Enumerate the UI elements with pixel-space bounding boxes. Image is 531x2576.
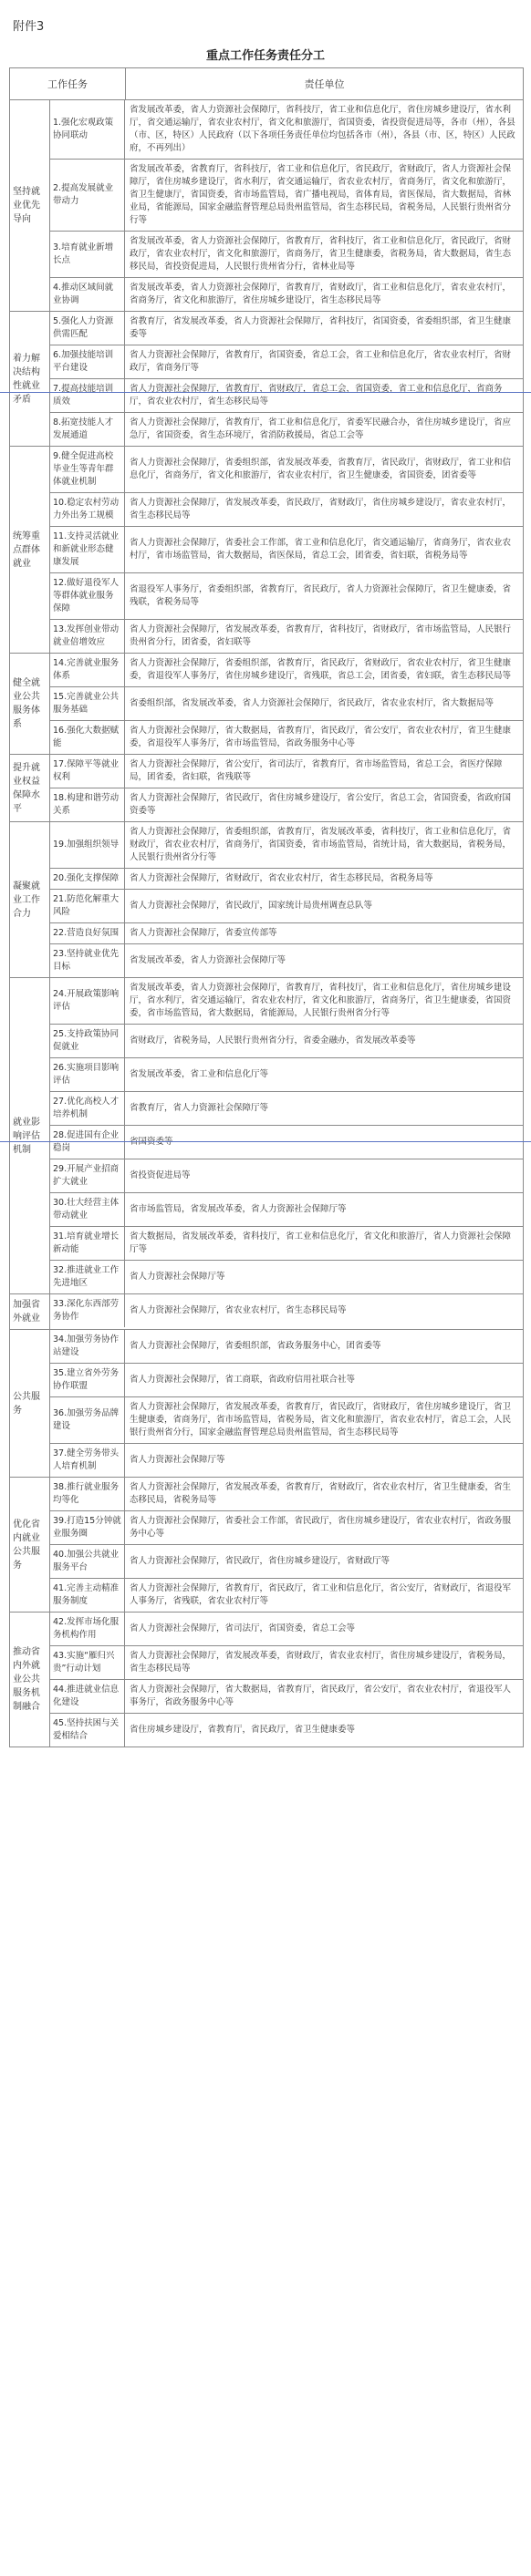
unit-cell: 省投资促进局等 xyxy=(130,1170,191,1180)
table-row xyxy=(50,1261,523,1293)
table-header-row xyxy=(10,68,523,100)
unit-cell: 省发展改革委，省人力资源社会保障厅等 xyxy=(130,955,286,965)
document-title: 重点工作任务责任分工 xyxy=(205,49,325,63)
task-cell: 9.健全促进高校毕业生等青年群体就业机制 xyxy=(50,447,125,492)
unit-cell: 省人力资源社会保障厅，省委组织部，省教育厅，省发展改革委，省科技厅，省工业和信息化厅，省财政厅，省农业农村厅，省商务厅，省国资委，省市场监管局，省统计局，省大数据局，省税务局，人民银行贵州省分行等 xyxy=(130,827,512,862)
responsibility-table xyxy=(9,67,524,1747)
table-row xyxy=(50,1714,523,1747)
task-cell: 28.促进国有企业稳岗 xyxy=(50,1126,125,1159)
page-divider xyxy=(0,392,531,393)
table-row xyxy=(50,788,523,821)
task-cell: 8.拓宽技能人才发展通道 xyxy=(50,413,125,446)
task-cell: 10.稳定农村劳动力外出务工规模 xyxy=(50,493,125,526)
group-name: 公共服务 xyxy=(10,1330,50,1477)
task-cell: 18.构建和谐劳动关系 xyxy=(50,788,125,821)
table-row xyxy=(50,1579,523,1612)
table-row xyxy=(50,687,523,721)
task-cell: 2.提高发展就业带动力 xyxy=(50,160,125,231)
task-group xyxy=(10,1478,523,1613)
unit-cell: 省发展改革委，省人力资源社会保障厅，省教育厅，省科技厅，省工业和信息化厅，省住房城乡建设厅，省水利厅，省交通运输厅，省农业农村厅，省文化和旅游厅，省商务厅，省卫生健康委，省国资委，省市场监管局，省大数据局，省能源局，人民银行贵州省分行等 xyxy=(130,983,512,1018)
group-name: 提升就业权益保障水平 xyxy=(10,755,50,821)
unit-cell: 省委组织部，省发展改革委，省人力资源社会保障厅，省民政厅，省农业农村厅，省大数据局等 xyxy=(130,698,495,708)
table-row xyxy=(50,1613,523,1646)
unit-cell: 省人力资源社会保障厅，省委社会工作部，省工业和信息化厅，省交通运输厅，省商务厅，省农业农村厅，省市场监管局，省大数据局，省医保局，省总工会，团省委，省妇联，省税务局等 xyxy=(130,538,512,561)
group-rows xyxy=(50,1330,523,1477)
group-rows xyxy=(50,447,523,653)
group-rows xyxy=(50,755,523,821)
table-row xyxy=(50,923,523,944)
table-row xyxy=(50,1646,523,1680)
task-cell: 31.培育就业增长新动能 xyxy=(50,1227,125,1260)
group-name: 着力解决结构性就业矛盾 xyxy=(10,312,50,446)
task-cell: 11.支持灵活就业和新就业形态健康发展 xyxy=(50,527,125,572)
unit-cell: 省人力资源社会保障厅，省公安厅，省司法厅，省教育厅，省市场监管局，省总工会，省医疗保障局，团省委，省妇联，省残联等 xyxy=(130,759,503,782)
unit-cell: 省大数据局，省发展改革委，省科技厅，省工业和信息化厅，省文化和旅游厅，省人力资源社会保障厅等 xyxy=(130,1231,512,1254)
group-rows xyxy=(50,978,523,1293)
task-cell: 32.推进就业工作先进地区 xyxy=(50,1261,125,1293)
task-cell: 38.推行就业服务均等化 xyxy=(50,1478,125,1510)
table-row xyxy=(50,232,523,278)
unit-cell: 省人力资源社会保障厅，省发展改革委，省教育厅，省科技厅，省财政厅，省市场监管局，人民银行贵州省分行，团省委，省妇联等 xyxy=(130,624,512,647)
table-row xyxy=(50,1545,523,1579)
table-row xyxy=(50,1364,523,1397)
task-cell: 19.加强组织领导 xyxy=(50,822,125,868)
task-cell: 20.强化支撑保障 xyxy=(50,869,125,889)
task-group xyxy=(10,978,523,1294)
page-divider xyxy=(0,1141,531,1142)
unit-cell: 省人力资源社会保障厅，省委宣传部等 xyxy=(130,928,277,938)
group-rows xyxy=(50,312,523,446)
header-unit: 责任单位 xyxy=(304,78,345,90)
task-cell: 12.做好退役军人等群体就业服务保障 xyxy=(50,573,125,619)
group-rows xyxy=(50,1478,523,1612)
task-cell: 27.优化高校人才培养机制 xyxy=(50,1092,125,1125)
unit-cell: 省人力资源社会保障厅，省发展改革委，省民政厅，省财政厅，省住房城乡建设厅，省农业农村厅，省生态移民局等 xyxy=(130,498,512,520)
table-row xyxy=(50,100,523,160)
unit-cell: 省人力资源社会保障厅，省教育厅，省民政厅，省工业和信息化厅，省公安厅，省财政厅，省退役军人事务厅，省残联，省农业农村厅等 xyxy=(130,1583,512,1606)
table-row xyxy=(50,413,523,446)
table-row xyxy=(50,345,523,379)
task-group xyxy=(10,755,523,822)
task-cell: 43.实施“雁归兴贵”行动计划 xyxy=(50,1646,125,1679)
task-group xyxy=(10,312,523,447)
group-name: 凝聚就业工作合力 xyxy=(10,822,50,977)
unit-cell: 省人力资源社会保障厅，省教育厅，省国资委，省总工会，省工业和信息化厅，省农业农村厅，省财政厅，省商务厅等 xyxy=(130,350,512,373)
table-row xyxy=(50,755,523,788)
unit-cell: 省教育厅，省人力资源社会保障厅等 xyxy=(130,1103,269,1113)
task-cell: 45.坚持扶困与关爱相结合 xyxy=(50,1714,125,1747)
group-name: 健全就业公共服务体系 xyxy=(10,654,50,754)
unit-cell: 省发展改革委，省工业和信息化厅等 xyxy=(130,1069,269,1079)
task-cell: 34.加强劳务协作站建设 xyxy=(50,1330,125,1363)
task-cell: 36.加强劳务品牌建设 xyxy=(50,1397,125,1443)
task-cell: 29.开展产业招商扩大就业 xyxy=(50,1159,125,1192)
unit-cell: 省发展改革委，省人力资源社会保障厅，省教育厅，省财政厅，省工业和信息化厅，省农业农村厅，省商务厅，省文化和旅游厅，省住房城乡建设厅，省生态移民局等 xyxy=(130,283,512,305)
group-name: 统筹重点群体就业 xyxy=(10,447,50,653)
unit-cell: 省人力资源社会保障厅等 xyxy=(130,1455,225,1465)
unit-cell: 省人力资源社会保障厅，省委组织部，省发展改革委，省教育厅，省民政厅，省财政厅，省工业和信息化厅，省商务厅，省文化和旅游厅，省农业农村厅，省卫生健康委，省国资委，团省委等 xyxy=(130,458,512,480)
unit-cell: 省人力资源社会保障厅，省工商联，省政府信用社联合社等 xyxy=(130,1375,356,1385)
unit-cell: 省人力资源社会保障厅，省发展改革委，省教育厅，省民政厅，省财政厅，省住房城乡建设厅，省卫生健康委，省商务厅，省市场监管局，省税务局，省文化和旅游厅，省农业农村厅，省总工会，人民银行贵州省分行，国家金融监督管理总局贵州监管局，省生态移民局等 xyxy=(130,1402,512,1437)
table-row xyxy=(50,160,523,232)
task-cell: 24.开展政策影响评估 xyxy=(50,978,125,1024)
group-rows xyxy=(50,822,523,977)
task-group xyxy=(10,1330,523,1478)
unit-cell: 省人力资源社会保障厅，省发展改革委，省财政厅，省农业农村厅，省住房城乡建设厅，省税务局，省生态移民局等 xyxy=(130,1651,512,1674)
unit-cell: 省人力资源社会保障厅，省教育厅，省财政厅，省总工会，省国资委，省工业和信息化厅，省商务厅，省农业农村厅，省生态移民局等 xyxy=(130,384,503,407)
group-name: 就业影响评估机制 xyxy=(10,978,50,1293)
table-row xyxy=(50,1511,523,1545)
task-cell: 25.支持政策协同促就业 xyxy=(50,1025,125,1057)
unit-cell: 省人力资源社会保障厅，省民政厅，省住房城乡建设厅，省财政厅等 xyxy=(130,1556,390,1566)
table-row xyxy=(50,721,523,754)
task-cell: 23.坚持就业优先目标 xyxy=(50,944,125,977)
task-cell: 42.发挥市场化服务机构作用 xyxy=(50,1613,125,1645)
task-cell: 13.发挥创业带动就业倍增效应 xyxy=(50,620,125,653)
table-row xyxy=(50,1092,523,1126)
attachment-label: 附件3 xyxy=(13,20,45,34)
task-cell: 41.完善主动精准服务制度 xyxy=(50,1579,125,1612)
task-cell: 15.完善就业公共服务基础 xyxy=(50,687,125,720)
unit-cell: 省国资委等 xyxy=(130,1137,173,1147)
unit-cell: 省发展改革委，省教育厅，省科技厅，省工业和信息化厅，省民政厅，省财政厅，省人力资源社会保障厅，省住房城乡建设厅，省水利厅，省交通运输厅，省农业农村厅，省商务厅，省文化和旅游厅，省卫生健康厅，省国资委，省市场监管局，省广播电视局，省体育局，省医保局，省大数据局，省林业局，省能源局，国家金融监督管理总局贵州监管局，省生态移民局，省税务局，人民银行贵州省分行等 xyxy=(130,164,512,225)
unit-cell: 省人力资源社会保障厅，省委组织部，省教育厅，省民政厅，省财政厅，省农业农村厅，省卫生健康委，省退役军人事务厅，省住房城乡建设厅，省残联，省总工会，团省委，省妇联，省生态移民局等 xyxy=(130,658,512,681)
unit-cell: 省人力资源社会保障厅，省大数据局，省教育厅，省民政厅，省公安厅，省农业农村厅，省退役军人事务厅，省政务服务中心等 xyxy=(130,1685,512,1707)
task-cell: 44.推进就业信息化建设 xyxy=(50,1680,125,1713)
table-row xyxy=(50,869,523,890)
unit-cell: 省人力资源社会保障厅，省民政厅，国家统计局贵州调查总队等 xyxy=(130,901,373,911)
unit-cell: 省教育厅，省发展改革委，省人力资源社会保障厅，省科技厅，省国资委，省委组织部，省卫生健康委等 xyxy=(130,316,512,339)
unit-cell: 省住房城乡建设厅，省教育厅，省民政厅，省卫生健康委等 xyxy=(130,1725,356,1735)
header-task: 工作任务 xyxy=(10,68,126,99)
unit-cell: 省人力资源社会保障厅等 xyxy=(130,1272,225,1282)
table-row xyxy=(50,379,523,413)
table-row xyxy=(50,620,523,653)
unit-cell: 省人力资源社会保障厅，省教育厅，省工业和信息化厅，省委军民融合办，省住房城乡建设厅，省应急厅，省国资委，省生态环境厅，省消防救援局，省总工会等 xyxy=(130,417,512,440)
unit-cell: 省退役军人事务厅，省委组织部，省教育厅，省民政厅，省人力资源社会保障厅，省卫生健康委，省残联，省税务局等 xyxy=(130,584,512,607)
task-group xyxy=(10,100,523,312)
unit-cell: 省人力资源社会保障厅，省农业农村厅，省生态移民局等 xyxy=(130,1305,347,1315)
group-rows xyxy=(50,1613,523,1747)
task-group xyxy=(10,1613,523,1747)
unit-cell: 省人力资源社会保障厅，省委组织部，省政务服务中心，团省委等 xyxy=(130,1341,381,1351)
table-row xyxy=(50,1126,523,1159)
group-rows xyxy=(50,100,523,311)
unit-cell: 省人力资源社会保障厅，省发展改革委，省教育厅，省财政厅，省农业农村厅，省卫生健康委，省生态移民局，省税务局等 xyxy=(130,1482,512,1505)
task-cell: 3.培育就业新增长点 xyxy=(50,232,125,277)
table-row xyxy=(50,1444,523,1477)
table-row xyxy=(50,978,523,1025)
table-row xyxy=(50,278,523,311)
group-name: 坚持就业优先导向 xyxy=(10,100,50,311)
group-name: 推动省内外就业公共服务机制融合 xyxy=(10,1613,50,1747)
table-row xyxy=(50,1227,523,1261)
table-row xyxy=(50,312,523,345)
unit-cell: 省发展改革委，省人力资源社会保障厅，省科技厅，省工业和信息化厅，省住房城乡建设厅，省水利厅，省交通运输厅，省农业农村厅，省文化和旅游厅，省国资委，省投资促进局等，各市（州），各县（市、区，特区）人民政府（以下各项任务责任单位均包括各市（州），各县（市、区，特区）人民政府，不再列出） xyxy=(130,105,515,153)
task-cell: 5.强化人力资源供需匹配 xyxy=(50,312,125,345)
unit-cell: 省人力资源社会保障厅，省民政厅，省住房城乡建设厅，省公安厅，省总工会，省国资委，省政府国资委等 xyxy=(130,793,512,816)
table-row xyxy=(50,1294,523,1327)
table-row xyxy=(50,1330,523,1364)
table-row xyxy=(50,493,523,527)
table-row xyxy=(50,1397,523,1444)
table-row xyxy=(50,447,523,493)
unit-cell: 省人力资源社会保障厅，省大数据局，省教育厅，省民政厅，省公安厅，省农业农村厅，省卫生健康委，省退役军人事务厅，省市场监管局，省政务服务中心等 xyxy=(130,726,512,748)
task-group xyxy=(10,447,523,654)
table-row xyxy=(50,1193,523,1227)
unit-cell: 省人力资源社会保障厅，省财政厅，省农业农村厅，省生态移民局，省税务局等 xyxy=(130,873,433,883)
task-cell: 40.加强公共就业服务平台 xyxy=(50,1545,125,1578)
task-cell: 16.强化大数据赋能 xyxy=(50,721,125,754)
task-cell: 1.强化宏观政策协同联动 xyxy=(50,100,125,159)
task-cell: 33.深化东西部劳务协作 xyxy=(50,1294,125,1327)
task-group xyxy=(10,654,523,755)
unit-cell: 省财政厅，省税务局，人民银行贵州省分行，省委金融办，省发展改革委等 xyxy=(130,1036,416,1046)
task-cell: 6.加强技能培训平台建设 xyxy=(50,345,125,378)
task-cell: 4.推动区域间就业协调 xyxy=(50,278,125,311)
task-cell: 35.建立省外劳务协作联盟 xyxy=(50,1364,125,1396)
task-cell: 39.打造15分钟就业服务圈 xyxy=(50,1511,125,1544)
table-row xyxy=(50,1058,523,1092)
task-group xyxy=(10,1294,523,1330)
task-cell: 7.提高技能培训质效 xyxy=(50,379,125,412)
task-cell: 26.实施项目影响评估 xyxy=(50,1058,125,1091)
task-cell: 22.营造良好氛围 xyxy=(50,923,125,943)
table-row xyxy=(50,1478,523,1511)
table-row xyxy=(50,654,523,687)
group-rows xyxy=(50,654,523,754)
unit-cell: 省发展改革委，省人力资源社会保障厅，省教育厅，省科技厅，省工业和信息化厅，省民政厅，省财政厅，省农业农村厅，省文化和旅游厅，省商务厅，省卫生健康委，省税务局，省大数据局，省生态移民局，省投资促进局，人民银行贵州省分行，省林业局等 xyxy=(130,236,512,272)
table-row xyxy=(50,1159,523,1193)
unit-cell: 省人力资源社会保障厅，省司法厅，省国资委，省总工会等 xyxy=(130,1623,356,1633)
table-row xyxy=(50,822,523,869)
task-cell: 37.健全劳务带头人培育机制 xyxy=(50,1444,125,1477)
unit-cell: 省人力资源社会保障厅，省委社会工作部，省民政厅，省住房城乡建设厅，省农业农村厅，省政务服务中心等 xyxy=(130,1516,512,1539)
task-cell: 21.防范化解重大风险 xyxy=(50,890,125,922)
group-rows xyxy=(50,1294,523,1329)
table-row xyxy=(50,573,523,620)
table-row xyxy=(50,1680,523,1714)
table-row xyxy=(50,890,523,923)
table-row xyxy=(50,944,523,977)
group-name: 加强省外就业 xyxy=(10,1294,50,1329)
task-group xyxy=(10,822,523,978)
table-row xyxy=(50,1025,523,1058)
task-cell: 14.完善就业服务体系 xyxy=(50,654,125,686)
unit-cell: 省市场监管局，省发展改革委，省人力资源社会保障厅等 xyxy=(130,1204,347,1214)
table-row xyxy=(50,527,523,573)
task-cell: 17.保障平等就业权利 xyxy=(50,755,125,788)
task-cell: 30.壮大经营主体带动就业 xyxy=(50,1193,125,1226)
group-name: 优化省内就业公共服务 xyxy=(10,1478,50,1612)
